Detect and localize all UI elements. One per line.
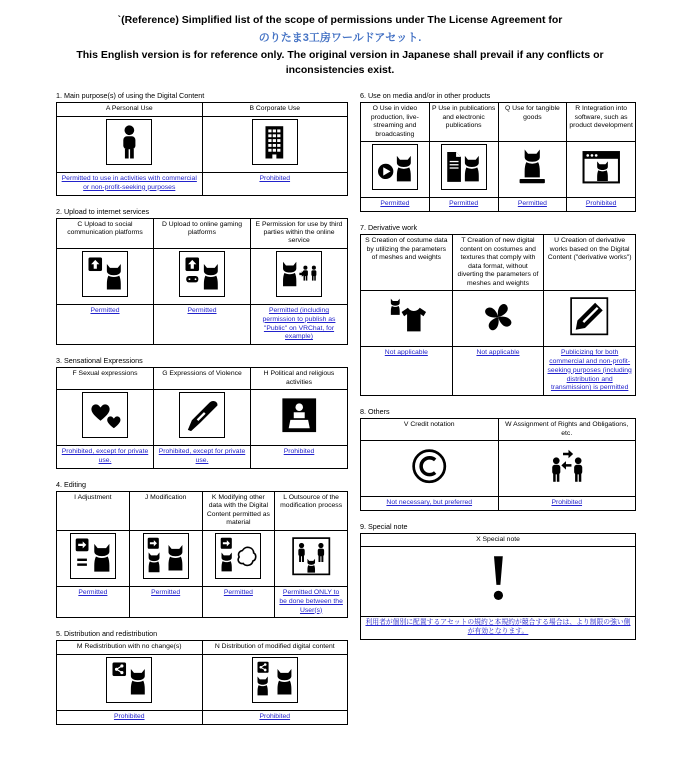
section-4-title: 4. Editing [56, 479, 86, 489]
item-k-header: K Modifying other data with the Digital Content permitted as material [202, 491, 275, 530]
item-g-header: G Expressions of Violence [154, 368, 251, 390]
item-b-caption: Prohibited [202, 172, 348, 195]
item-l-caption: Permitted ONLY to be done between the User(s) [275, 586, 348, 617]
software-cat-icon [578, 144, 624, 190]
pinwheel-icon [475, 293, 521, 339]
outsource-icon [288, 533, 334, 579]
item-j-header: J Modification [129, 491, 202, 530]
section-2-title: 2. Upload to internet services [56, 206, 150, 216]
item-a-header: A Personal Use [57, 103, 203, 116]
section-6-media-products [360, 91, 636, 212]
document-title-line1: `(Reference) Simplified list of the scope of permissions under The License Agreement for [117, 14, 563, 26]
section-9-table [360, 533, 636, 640]
item-e-header: E Permission for use by third parties within the online service [251, 218, 348, 248]
item-h-caption: Prohibited [251, 446, 348, 469]
item-u-caption: Publicizing for both commercial and non-profit-seeking purposes (including distribution and transmission) is permitted [544, 347, 636, 396]
section-9-title: 9. Special note [360, 521, 408, 531]
item-f-caption: Prohibited, except for private use. [57, 446, 154, 469]
modified-distribution-icon [252, 657, 298, 703]
content-columns [0, 77, 680, 735]
section-6-table [360, 102, 636, 212]
section-5-distribution [56, 629, 348, 724]
podium-icon [276, 392, 322, 438]
item-b-header: B Corporate Use [202, 103, 348, 116]
left-column [56, 91, 348, 735]
item-c-header: C Upload to social communication platforms [57, 218, 154, 248]
item-n-header: N Distribution of modified digital content [202, 641, 348, 654]
item-a-caption: Permitted to use in activities with commercial or non-profit-seeking purposes [57, 172, 203, 195]
document-title-asset-name: のりたま3工房ワールドアセット. [258, 32, 422, 44]
upload-gaming-icon [179, 251, 225, 297]
item-x-caption: 利用者が個別に配置するアセットの規約と本規約が競合する場合は、より制限の強い側が有効となります。 [361, 617, 636, 640]
knife-icon [179, 392, 225, 438]
item-s-caption: Not applicable [361, 347, 453, 396]
document-header [0, 14, 680, 77]
section-2-table [56, 218, 348, 346]
section-2-upload [56, 207, 348, 346]
item-x-header: X Special note [361, 533, 636, 546]
section-1-main-purpose [56, 91, 348, 195]
section-9-special-note [360, 522, 636, 640]
item-w-caption: Prohibited [498, 497, 636, 511]
item-r-caption: Prohibited [567, 198, 636, 212]
item-o-header: O Use in video production, live-streaming and broadcasting [361, 103, 430, 142]
section-1-title: 1. Main purpose(s) of using the Digital Content [56, 91, 205, 101]
hearts-icon [82, 392, 128, 438]
pen-icon [567, 293, 613, 339]
section-3-title: 3. Sensational Expressions [56, 356, 143, 366]
item-m-caption: Prohibited [57, 710, 203, 724]
section-4-table [56, 491, 348, 618]
item-f-header: F Sexual expressions [57, 368, 154, 390]
section-3-table [56, 367, 348, 469]
item-s-header: S Creation of costume data by utilizing the parameters of meshes and weights [361, 235, 453, 291]
section-7-derivative-work [360, 223, 636, 396]
item-v-caption: Not necessary, but preferred [361, 497, 499, 511]
item-m-header: M Redistribution with no change(s) [57, 641, 203, 654]
costume-cat-icon [383, 293, 429, 339]
item-g-caption: Prohibited, except for private use. [154, 446, 251, 469]
item-c-caption: Permitted [57, 304, 154, 344]
goods-cat-icon [509, 144, 555, 190]
section-7-table [360, 234, 636, 396]
section-8-others [360, 407, 636, 511]
material-cat-icon [215, 533, 261, 579]
section-1-table [56, 102, 348, 195]
right-column [360, 91, 636, 651]
rights-transfer-icon [544, 443, 590, 489]
item-u-header: U Creation of derivative works based on the Digital Content ("derivative works") [544, 235, 636, 291]
section-6-title: 6. Use on media and/or in other products [360, 91, 491, 101]
item-h-header: H Political and religious activities [251, 368, 348, 390]
video-cat-icon [372, 144, 418, 190]
section-5-table [56, 640, 348, 724]
upload-social-icon [82, 251, 128, 297]
section-8-table [360, 418, 636, 511]
item-w-header: W Assignment of Rights and Obligations, etc. [498, 419, 636, 441]
building-icon [252, 119, 298, 165]
item-n-caption: Prohibited [202, 710, 348, 724]
item-q-caption: Permitted [498, 198, 567, 212]
item-t-header: T Creation of new digital content on costumes and textures that comply with data format, without diverting the parameters of meshes and weights [452, 235, 544, 291]
item-d-caption: Permitted [154, 304, 251, 344]
section-4-editing [56, 480, 348, 618]
item-j-caption: Permitted [129, 586, 202, 617]
document-disclaimer: This English version is for reference only. The original version in Japanese shall prevail if any conflicts or inconsistencies exist. [76, 49, 604, 76]
item-i-header: I Adjustment [57, 491, 130, 530]
modification-cats-icon [143, 533, 189, 579]
item-o-caption: Permitted [361, 198, 430, 212]
third-party-use-icon [276, 251, 322, 297]
section-5-title: 5. Distribution and redistribution [56, 629, 158, 639]
item-p-caption: Permitted [429, 198, 498, 212]
exclamation-icon [468, 549, 528, 609]
section-8-title: 8. Others [360, 407, 390, 417]
adjustment-cat-icon [70, 533, 116, 579]
section-7-title: 7. Derivative work [360, 223, 418, 233]
item-r-header: R Integration into software, such as product development [567, 103, 636, 142]
person-icon [106, 119, 152, 165]
item-t-caption: Not applicable [452, 347, 544, 396]
item-q-header: Q Use for tangible goods [498, 103, 567, 142]
redistribution-icon [106, 657, 152, 703]
item-v-header: V Credit notation [361, 419, 499, 441]
item-l-header: L Outsource of the modification process [275, 491, 348, 530]
section-3-sensational [56, 356, 348, 469]
item-e-caption: Permitted (including permission to publish as "Public" on VRChat, for example) [251, 304, 348, 344]
item-d-header: D Upload to online gaming platforms [154, 218, 251, 248]
item-k-caption: Permitted [202, 586, 275, 617]
item-p-header: P Use in publications and electronic publications [429, 103, 498, 142]
item-i-caption: Permitted [57, 586, 130, 617]
copyright-icon [406, 443, 452, 489]
publication-cat-icon [441, 144, 487, 190]
